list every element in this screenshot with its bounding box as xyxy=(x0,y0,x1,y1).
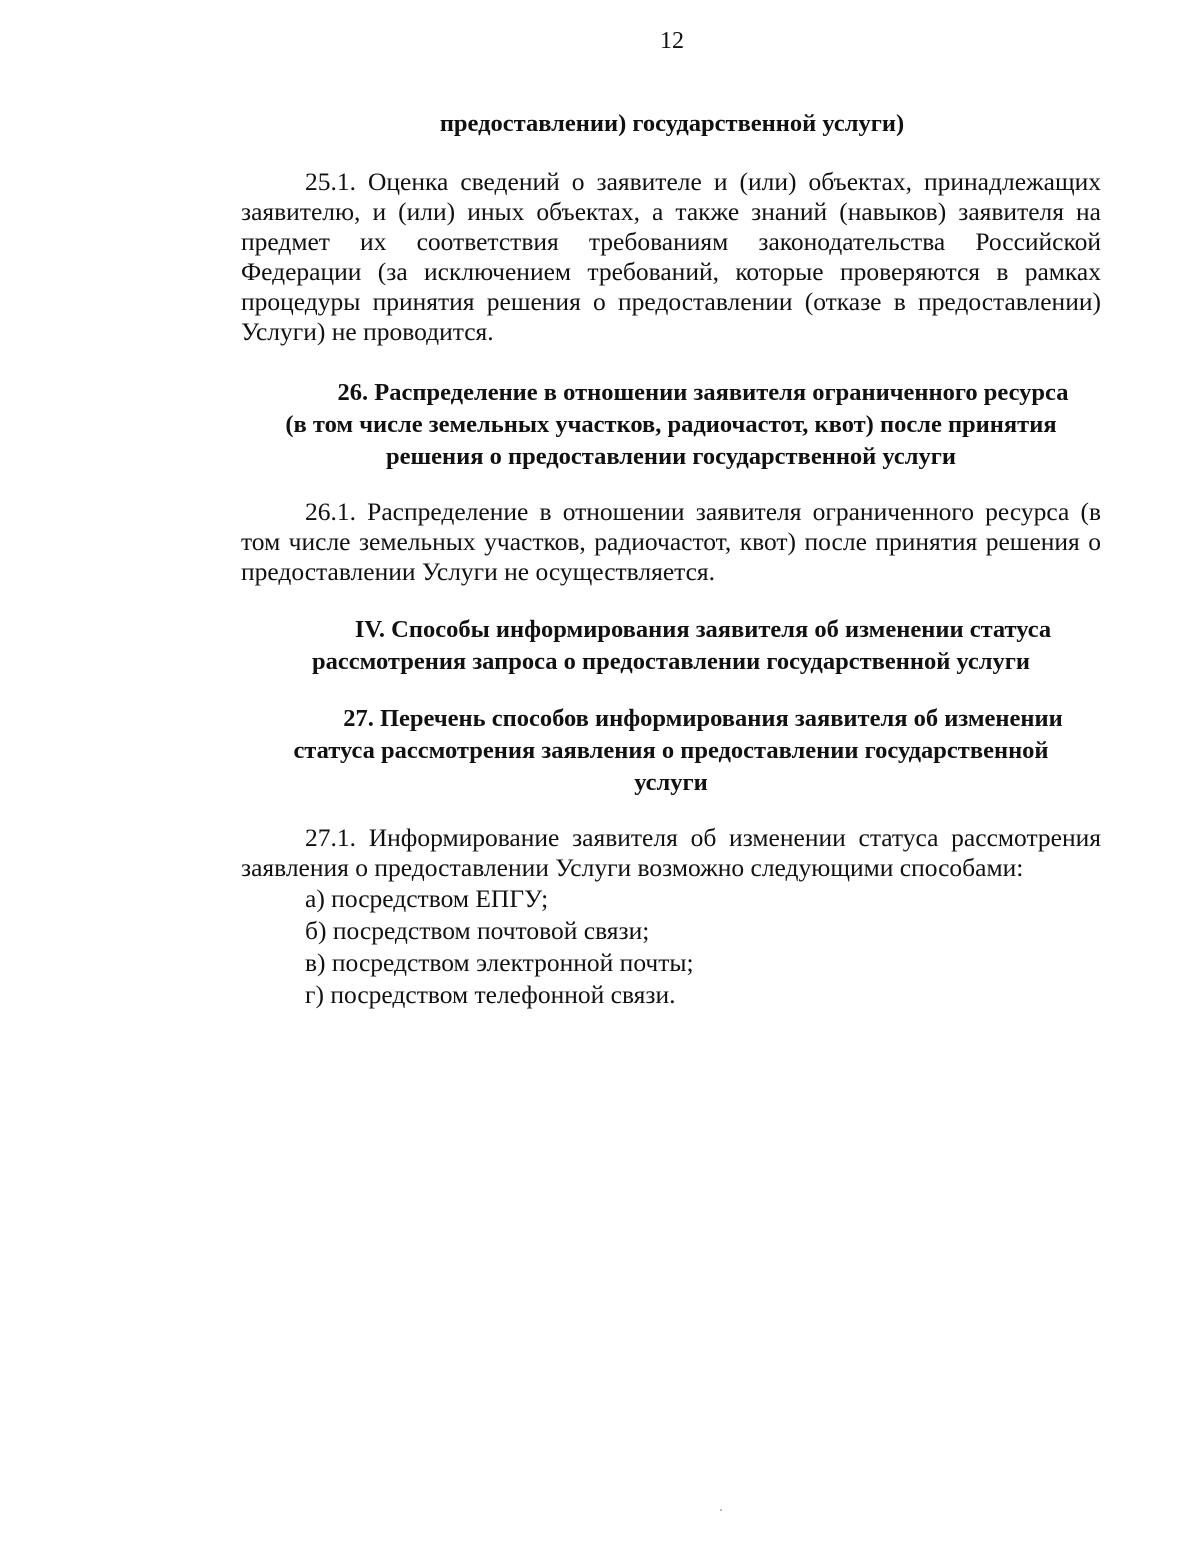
list-27-1 xyxy=(305,883,694,1011)
paragraph-line: 26.1. Распределение в отношении заявителя ограниченного ресурса (в xyxy=(305,497,1101,526)
heading-line: рассмотрения запроса о предоставлении государственной услуги xyxy=(311,648,1031,675)
scan-speck xyxy=(720,1509,722,1511)
paragraph-line: процедуры принятия решения о предоставлении (отказе в предоставлении) xyxy=(241,287,1101,316)
heading-line: статуса рассмотрения заявления о предоставлении государственной xyxy=(293,737,1049,764)
paragraph-line: Услуги) не проводится. xyxy=(241,317,494,346)
paragraph-line: том числе земельных участков, радиочастот, квот) после принятия решения о xyxy=(241,527,1101,556)
paragraph-26-1 xyxy=(241,497,1101,587)
page-number: 12 xyxy=(660,28,684,54)
paragraph-25-1 xyxy=(241,167,1101,347)
paragraph-line: 27.1. Информирование заявителя об изменении статуса рассмотрения xyxy=(305,823,1101,852)
paragraph-27-1 xyxy=(241,823,1101,883)
section-heading-continuation: предоставлении) государственной услуги) xyxy=(439,110,905,137)
list-item: в) посредством электронной почты; xyxy=(305,948,694,977)
paragraph-line: заявителю, и (или) иных объектах, а также знаний (навыков) заявителя на xyxy=(241,197,1101,226)
paragraph-line: заявления о предоставлении Услуги возможно следующими способами: xyxy=(241,853,1024,882)
section-heading-27 xyxy=(241,703,1101,799)
paragraph-line: предмет их соответствия требованиям законодательства Российской xyxy=(241,227,1101,256)
paragraph-line: предоставлении Услуги не осуществляется. xyxy=(241,557,716,586)
heading-line: (в том числе земельных участков, радиочастот, квот) после принятия xyxy=(285,411,1057,438)
heading-line: услуги xyxy=(634,769,708,796)
heading-line: решения о предоставлении государственной услуги xyxy=(385,443,957,470)
list-item: г) посредством телефонной связи. xyxy=(305,980,676,1009)
section-heading-26 xyxy=(241,377,1101,473)
list-item: б) посредством почтовой связи; xyxy=(305,916,650,945)
heading-line: IV. Способы информирования заявителя об изменении статуса xyxy=(354,616,1052,643)
paragraph-line: 25.1. Оценка сведений о заявителе и (или) объектах, принадлежащих xyxy=(305,167,1101,196)
chapter-heading-iv xyxy=(241,614,1101,678)
list-item: а) посредством ЕПГУ; xyxy=(305,884,549,913)
paragraph-line: Федерации (за исключением требований, которые проверяются в рамках xyxy=(241,257,1101,286)
heading-line: 26. Распределение в отношении заявителя ограниченного ресурса xyxy=(337,379,1069,406)
heading-line: 27. Перечень способов информирования заявителя об изменении xyxy=(343,705,1063,732)
